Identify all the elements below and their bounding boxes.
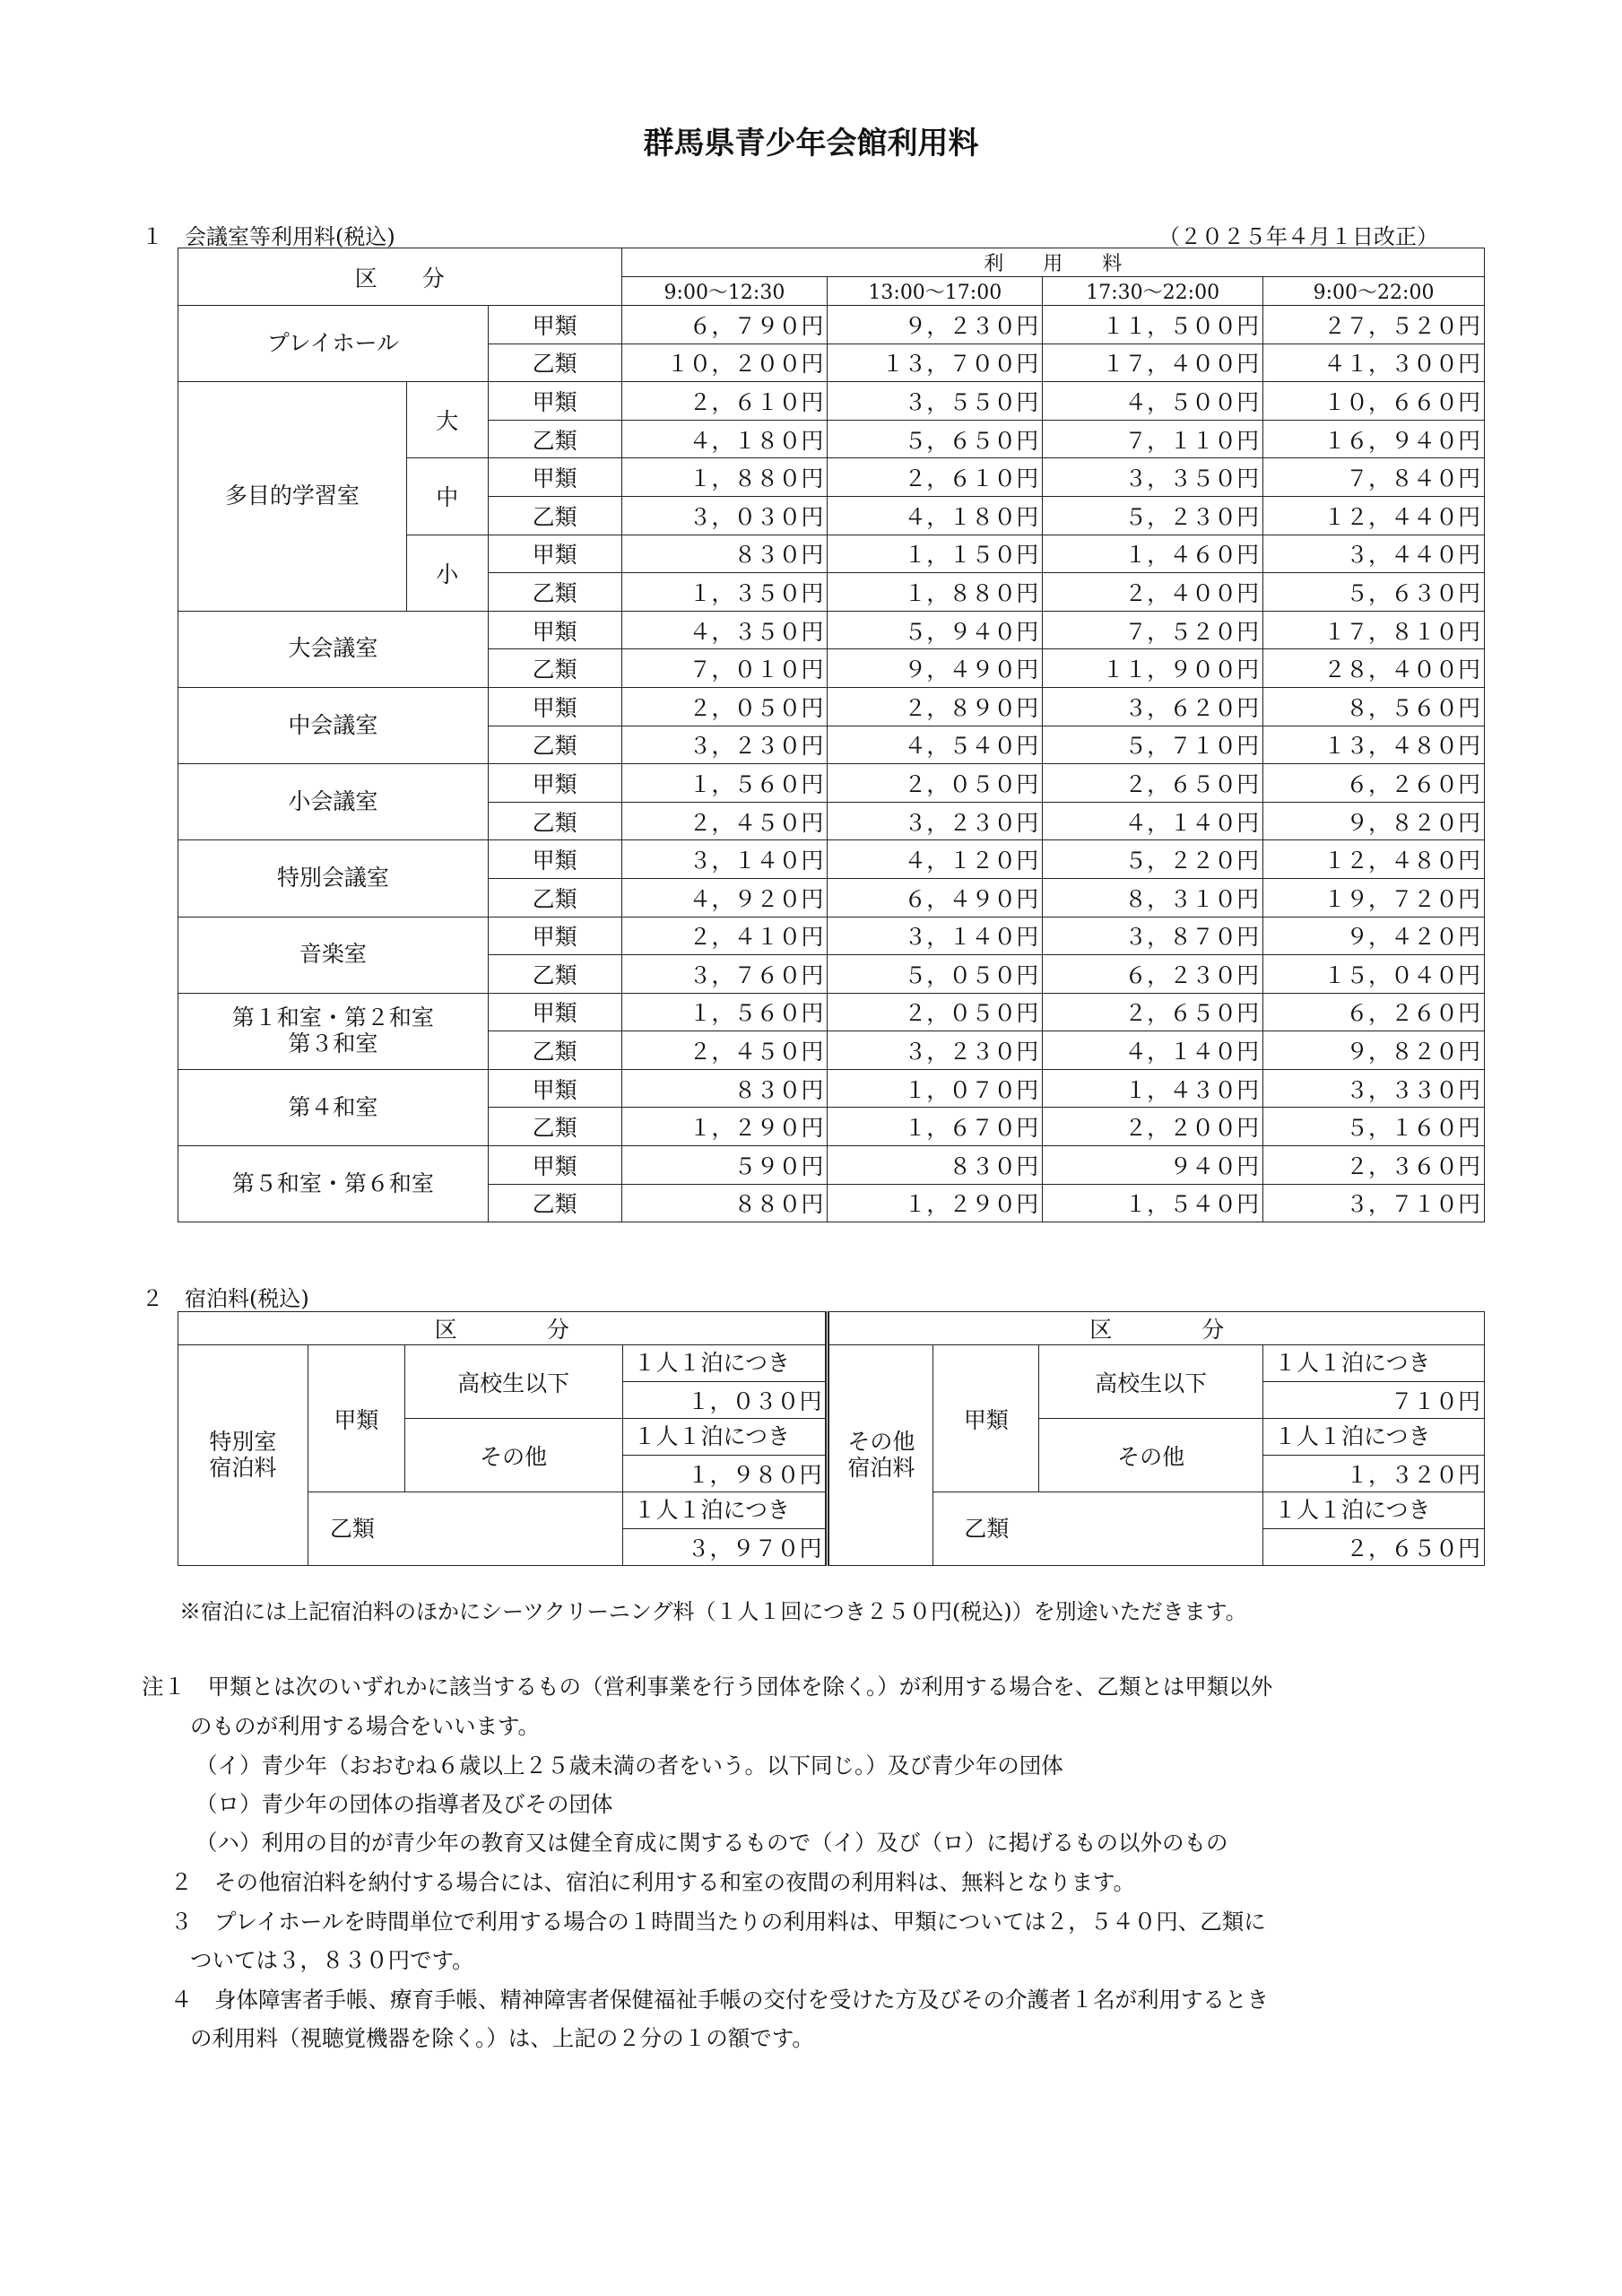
- table-row: [178, 382, 1485, 421]
- fee-cell: ３，６２０円: [1043, 687, 1263, 726]
- special-room-label-line1: 特別室: [209, 1428, 277, 1455]
- fee-cell: ２，４１０円: [621, 917, 828, 955]
- fee-cell: ２，３６０円: [1263, 1146, 1485, 1185]
- per-night-label: １人１泊につき: [1263, 1419, 1485, 1456]
- table-row: [178, 1069, 1485, 1108]
- fee-cell: ３，７６０円: [621, 955, 828, 994]
- note-1-ro: （ロ）青少年の団体の指導者及びその団体: [195, 1791, 613, 1817]
- fee-cell: ８３０円: [621, 535, 828, 573]
- room-fee-table: [178, 248, 1485, 1222]
- class-label: 乙類: [488, 420, 621, 458]
- fee-cell: ４，１４０円: [1043, 1031, 1263, 1070]
- class-label: 乙類: [488, 1184, 621, 1222]
- fee-cell: ２，４００円: [1043, 573, 1263, 612]
- fee-cell: ６，２３０円: [1043, 955, 1263, 994]
- note-1-line1: 注１ 甲類とは次のいずれかに該当するもの（営利事業を行う団体を除く。）が利用する場合を、乙類とは甲類以外: [142, 1674, 1273, 1700]
- class-label: 乙類: [488, 726, 621, 764]
- class-label: 乙類: [308, 1492, 622, 1566]
- fee-cell: １７，８１０円: [1263, 611, 1485, 649]
- fee-cell: ３，１４０円: [828, 917, 1043, 955]
- room-name: 大会議室: [178, 611, 489, 687]
- room-name: 多目的学習室: [178, 382, 407, 612]
- special-room-label: [178, 1345, 308, 1566]
- fee-cell: ５，６３０円: [1263, 573, 1485, 612]
- room-name-line1: 第１和室・第２和室: [231, 1004, 434, 1031]
- fee-cell: １５，０４０円: [1263, 955, 1485, 994]
- fee-cell: ７１０円: [1263, 1382, 1485, 1419]
- sheet-cleaning-note: ※宿泊には上記宿泊料のほかにシーツクリーニング料（１人１回につき２５０円(税込)）を別途いただきます。: [179, 1599, 1247, 1624]
- fee-cell: ９，８２０円: [1263, 802, 1485, 840]
- fee-cell: ３，７１０円: [1263, 1184, 1485, 1222]
- class-label: 甲類: [488, 306, 621, 344]
- fee-cell: ２，２００円: [1043, 1108, 1263, 1146]
- room-name: [178, 993, 489, 1069]
- fee-cell: １２，４８０円: [1263, 840, 1485, 879]
- fee-cell: １，４６０円: [1043, 535, 1263, 573]
- room-name: プレイホール: [178, 306, 489, 382]
- fee-cell: ７，８４０円: [1263, 458, 1485, 497]
- fee-cell: ８３０円: [828, 1146, 1043, 1185]
- fee-cell: ２８，４００円: [1263, 649, 1485, 688]
- fee-cell: ２，４５０円: [621, 802, 828, 840]
- class-label: 甲類: [488, 611, 621, 649]
- other-room-label-line2: 宿泊料: [847, 1454, 915, 1481]
- fee-cell: ５，０５０円: [828, 955, 1043, 994]
- table-row: [178, 1146, 1485, 1185]
- class-label: 乙類: [933, 1492, 1263, 1566]
- class-label: 乙類: [488, 649, 621, 688]
- table-row: [178, 764, 1485, 803]
- fee-cell: １，９８０円: [622, 1456, 828, 1492]
- revision-date: （２０２５年４月１日改正）: [1158, 224, 1438, 249]
- room-name: 第４和室: [178, 1069, 489, 1145]
- fee-cell: １１，９００円: [1043, 649, 1263, 688]
- note-1-i: （イ）青少年（おおむね６歳以上２５歳未満の者をいう。以下同じ。）及び青少年の団体: [195, 1752, 1063, 1779]
- fee-cell: ４，１２０円: [828, 840, 1043, 879]
- fee-cell: ９，４２０円: [1263, 917, 1485, 955]
- fee-cell: ２，８９０円: [828, 687, 1043, 726]
- lodging-category-right: 区 分: [828, 1312, 1485, 1345]
- fee-cell: ５，９４０円: [828, 611, 1043, 649]
- room-name: 特別会議室: [178, 840, 489, 917]
- fee-cell: １２，４４０円: [1263, 496, 1485, 535]
- fee-cell: ４，３５０円: [621, 611, 828, 649]
- fee-cell: ２，６５０円: [1043, 993, 1263, 1031]
- fee-cell: ９４０円: [1043, 1146, 1263, 1185]
- fee-cell: １，８８０円: [621, 458, 828, 497]
- other-room-label: [828, 1345, 933, 1566]
- fee-cell: ７，５２０円: [1043, 611, 1263, 649]
- fee-cell: ７，０１０円: [621, 649, 828, 688]
- highschool-label: 高校生以下: [404, 1345, 622, 1419]
- fee-cell: ４１，３００円: [1263, 344, 1485, 382]
- note-1-line2: のものが利用する場合をいいます。: [190, 1713, 541, 1739]
- fee-cell: ８，５６０円: [1263, 687, 1485, 726]
- note-4-line1: ４ 身体障害者手帳、療育手帳、精神障害者保健福祉手帳の交付を受けた方及びその介護者１名が利用するとき: [170, 1987, 1269, 2013]
- per-night-label: １人１泊につき: [622, 1345, 828, 1382]
- note-3-line2: ついては３，８３０円です。: [190, 1947, 474, 1973]
- fee-cell: １３，７００円: [828, 344, 1043, 382]
- fee-cell: ３，４４０円: [1263, 535, 1485, 573]
- lodging-fee-table: [178, 1311, 1485, 1566]
- fee-cell: ２，６５０円: [1043, 764, 1263, 803]
- other-room-label-line1: その他: [847, 1428, 915, 1455]
- fee-cell: ５，２３０円: [1043, 496, 1263, 535]
- fee-cell: ３，２３０円: [828, 1031, 1043, 1070]
- fee-cell: １７，４００円: [1043, 344, 1263, 382]
- other-label: その他: [1039, 1419, 1263, 1492]
- class-label: 甲類: [933, 1345, 1039, 1492]
- fee-cell: ３，３３０円: [1263, 1069, 1485, 1108]
- class-label: 乙類: [488, 344, 621, 382]
- note-4-line2: の利用料（視聴覚機器を除く。）は、上記の２分の１の額です。: [190, 2025, 814, 2051]
- fee-cell: １，５４０円: [1043, 1184, 1263, 1222]
- room-name: 音楽室: [178, 917, 489, 993]
- fee-cell: ４，５００円: [1043, 382, 1263, 421]
- fee-cell: ３，２３０円: [621, 726, 828, 764]
- header-category: 区 分: [178, 248, 622, 306]
- table-row: [178, 306, 1485, 344]
- fee-cell: ７，１１０円: [1043, 420, 1263, 458]
- fee-cell: ９，８２０円: [1263, 1031, 1485, 1070]
- period-fullday: 9:00～22:00: [1263, 277, 1485, 306]
- per-night-label: １人１泊につき: [1263, 1345, 1485, 1382]
- other-label: その他: [404, 1419, 622, 1492]
- class-label: 甲類: [488, 840, 621, 879]
- fee-cell: ６，４９０円: [828, 878, 1043, 917]
- lodging-category-left: 区 分: [178, 1312, 828, 1345]
- table-row: [178, 993, 1485, 1031]
- note-1-ha: （ハ）利用の目的が青少年の教育又は健全育成に関するもので（イ）及び（ロ）に掲げるもの以外のもの: [195, 1830, 1228, 1856]
- fee-cell: ４，９２０円: [621, 878, 828, 917]
- class-label: 甲類: [488, 993, 621, 1031]
- fee-cell: ４，１８０円: [828, 496, 1043, 535]
- fee-cell: ５，６５０円: [828, 420, 1043, 458]
- class-label: 甲類: [488, 917, 621, 955]
- fee-cell: ３，１４０円: [621, 840, 828, 879]
- fee-cell: ２，４５０円: [621, 1031, 828, 1070]
- fee-cell: ８，３１０円: [1043, 878, 1263, 917]
- fee-cell: ２，０５０円: [828, 764, 1043, 803]
- class-label: 甲類: [308, 1345, 404, 1492]
- fee-cell: １３，４８０円: [1263, 726, 1485, 764]
- fee-cell: ２，６５０円: [1263, 1529, 1485, 1566]
- fee-cell: １９，７２０円: [1263, 878, 1485, 917]
- fee-cell: １，５６０円: [621, 993, 828, 1031]
- table-row: [178, 611, 1485, 649]
- room-name: 中会議室: [178, 687, 489, 763]
- class-label: 乙類: [488, 955, 621, 994]
- fee-cell: １６，９４０円: [1263, 420, 1485, 458]
- note-2: ２ その他宿泊料を納付する場合には、宿泊に利用する和室の夜間の利用料は、無料となります。: [170, 1869, 1136, 1895]
- fee-cell: ４，５４０円: [828, 726, 1043, 764]
- fee-cell: １０，２００円: [621, 344, 828, 382]
- fee-cell: １，３２０円: [1263, 1456, 1485, 1492]
- fee-cell: ６，２６０円: [1263, 764, 1485, 803]
- page-title: 群馬県青少年会館利用料: [643, 126, 979, 161]
- fee-cell: １１，５００円: [1043, 306, 1263, 344]
- class-label: 乙類: [488, 878, 621, 917]
- room-size: 小: [406, 535, 488, 611]
- class-label: 乙類: [488, 802, 621, 840]
- room-size: 中: [406, 458, 488, 535]
- fee-cell: ６，７９０円: [621, 306, 828, 344]
- fee-cell: １，０３０円: [622, 1382, 828, 1419]
- class-label: 乙類: [488, 573, 621, 612]
- fee-cell: ５，２２０円: [1043, 840, 1263, 879]
- room-size: 大: [406, 382, 488, 458]
- fee-cell: ２，０５０円: [621, 687, 828, 726]
- fee-cell: ６，２６０円: [1263, 993, 1485, 1031]
- fee-cell: ３，９７０円: [622, 1529, 828, 1566]
- class-label: 甲類: [488, 382, 621, 421]
- special-room-label-line2: 宿泊料: [209, 1454, 277, 1481]
- fee-cell: １，８８０円: [828, 573, 1043, 612]
- fee-cell: １，５６０円: [621, 764, 828, 803]
- fee-cell: ８３０円: [621, 1069, 828, 1108]
- fee-cell: ３，３５０円: [1043, 458, 1263, 497]
- fee-cell: １，４３０円: [1043, 1069, 1263, 1108]
- fee-cell: ３，０３０円: [621, 496, 828, 535]
- fee-cell: ４，１８０円: [621, 420, 828, 458]
- class-label: 甲類: [488, 687, 621, 726]
- class-label: 乙類: [488, 496, 621, 535]
- fee-cell: １，０７０円: [828, 1069, 1043, 1108]
- fee-cell: ３，２３０円: [828, 802, 1043, 840]
- table-row: [178, 840, 1485, 879]
- fee-cell: ９，２３０円: [828, 306, 1043, 344]
- fee-cell: ５９０円: [621, 1146, 828, 1185]
- section2-heading: ２ 宿泊料(税込): [142, 1286, 309, 1311]
- fee-cell: １，１５０円: [828, 535, 1043, 573]
- fee-cell: ４，１４０円: [1043, 802, 1263, 840]
- fee-cell: ３，８７０円: [1043, 917, 1263, 955]
- fee-cell: １，６７０円: [828, 1108, 1043, 1146]
- fee-cell: ５，７１０円: [1043, 726, 1263, 764]
- fee-cell: １，２９０円: [828, 1184, 1043, 1222]
- fee-cell: ８８０円: [621, 1184, 828, 1222]
- fee-cell: ２，６１０円: [621, 382, 828, 421]
- room-name-line2: 第３和室: [288, 1030, 378, 1057]
- table-row: [178, 687, 1485, 726]
- fee-cell: ２，０５０円: [828, 993, 1043, 1031]
- room-name: 小会議室: [178, 764, 489, 840]
- class-label: 甲類: [488, 764, 621, 803]
- class-label: 甲類: [488, 535, 621, 573]
- per-night-label: １人１泊につき: [1263, 1492, 1485, 1529]
- fee-cell: １，２９０円: [621, 1108, 828, 1146]
- room-name: 第５和室・第６和室: [178, 1146, 489, 1222]
- note-3-line1: ３ プレイホールを時間単位で利用する場合の１時間当たりの利用料は、甲類については２，５４０円、乙類に: [170, 1909, 1266, 1935]
- fee-cell: ５，１６０円: [1263, 1108, 1485, 1146]
- header-fee: 利 用 料: [621, 248, 1485, 277]
- fee-cell: ２，６１０円: [828, 458, 1043, 497]
- period-afternoon: 13:00～17:00: [828, 277, 1043, 306]
- fee-cell: ３，５５０円: [828, 382, 1043, 421]
- class-label: 甲類: [488, 1069, 621, 1108]
- fee-cell: １０，６６０円: [1263, 382, 1485, 421]
- per-night-label: １人１泊につき: [622, 1492, 828, 1529]
- period-morning: 9:00～12:30: [621, 277, 828, 306]
- fee-cell: ２７，５２０円: [1263, 306, 1485, 344]
- class-label: 甲類: [488, 458, 621, 497]
- table-row: [178, 1345, 1485, 1382]
- section1-heading: １ 会議室等利用料(税込): [142, 224, 395, 249]
- class-label: 乙類: [488, 1031, 621, 1070]
- fee-cell: ９，４９０円: [828, 649, 1043, 688]
- table-row: [178, 917, 1485, 955]
- period-evening: 17:30～22:00: [1043, 277, 1263, 306]
- highschool-label: 高校生以下: [1039, 1345, 1263, 1419]
- per-night-label: １人１泊につき: [622, 1419, 828, 1456]
- class-label: 甲類: [488, 1146, 621, 1185]
- fee-cell: １，３５０円: [621, 573, 828, 612]
- class-label: 乙類: [488, 1108, 621, 1146]
